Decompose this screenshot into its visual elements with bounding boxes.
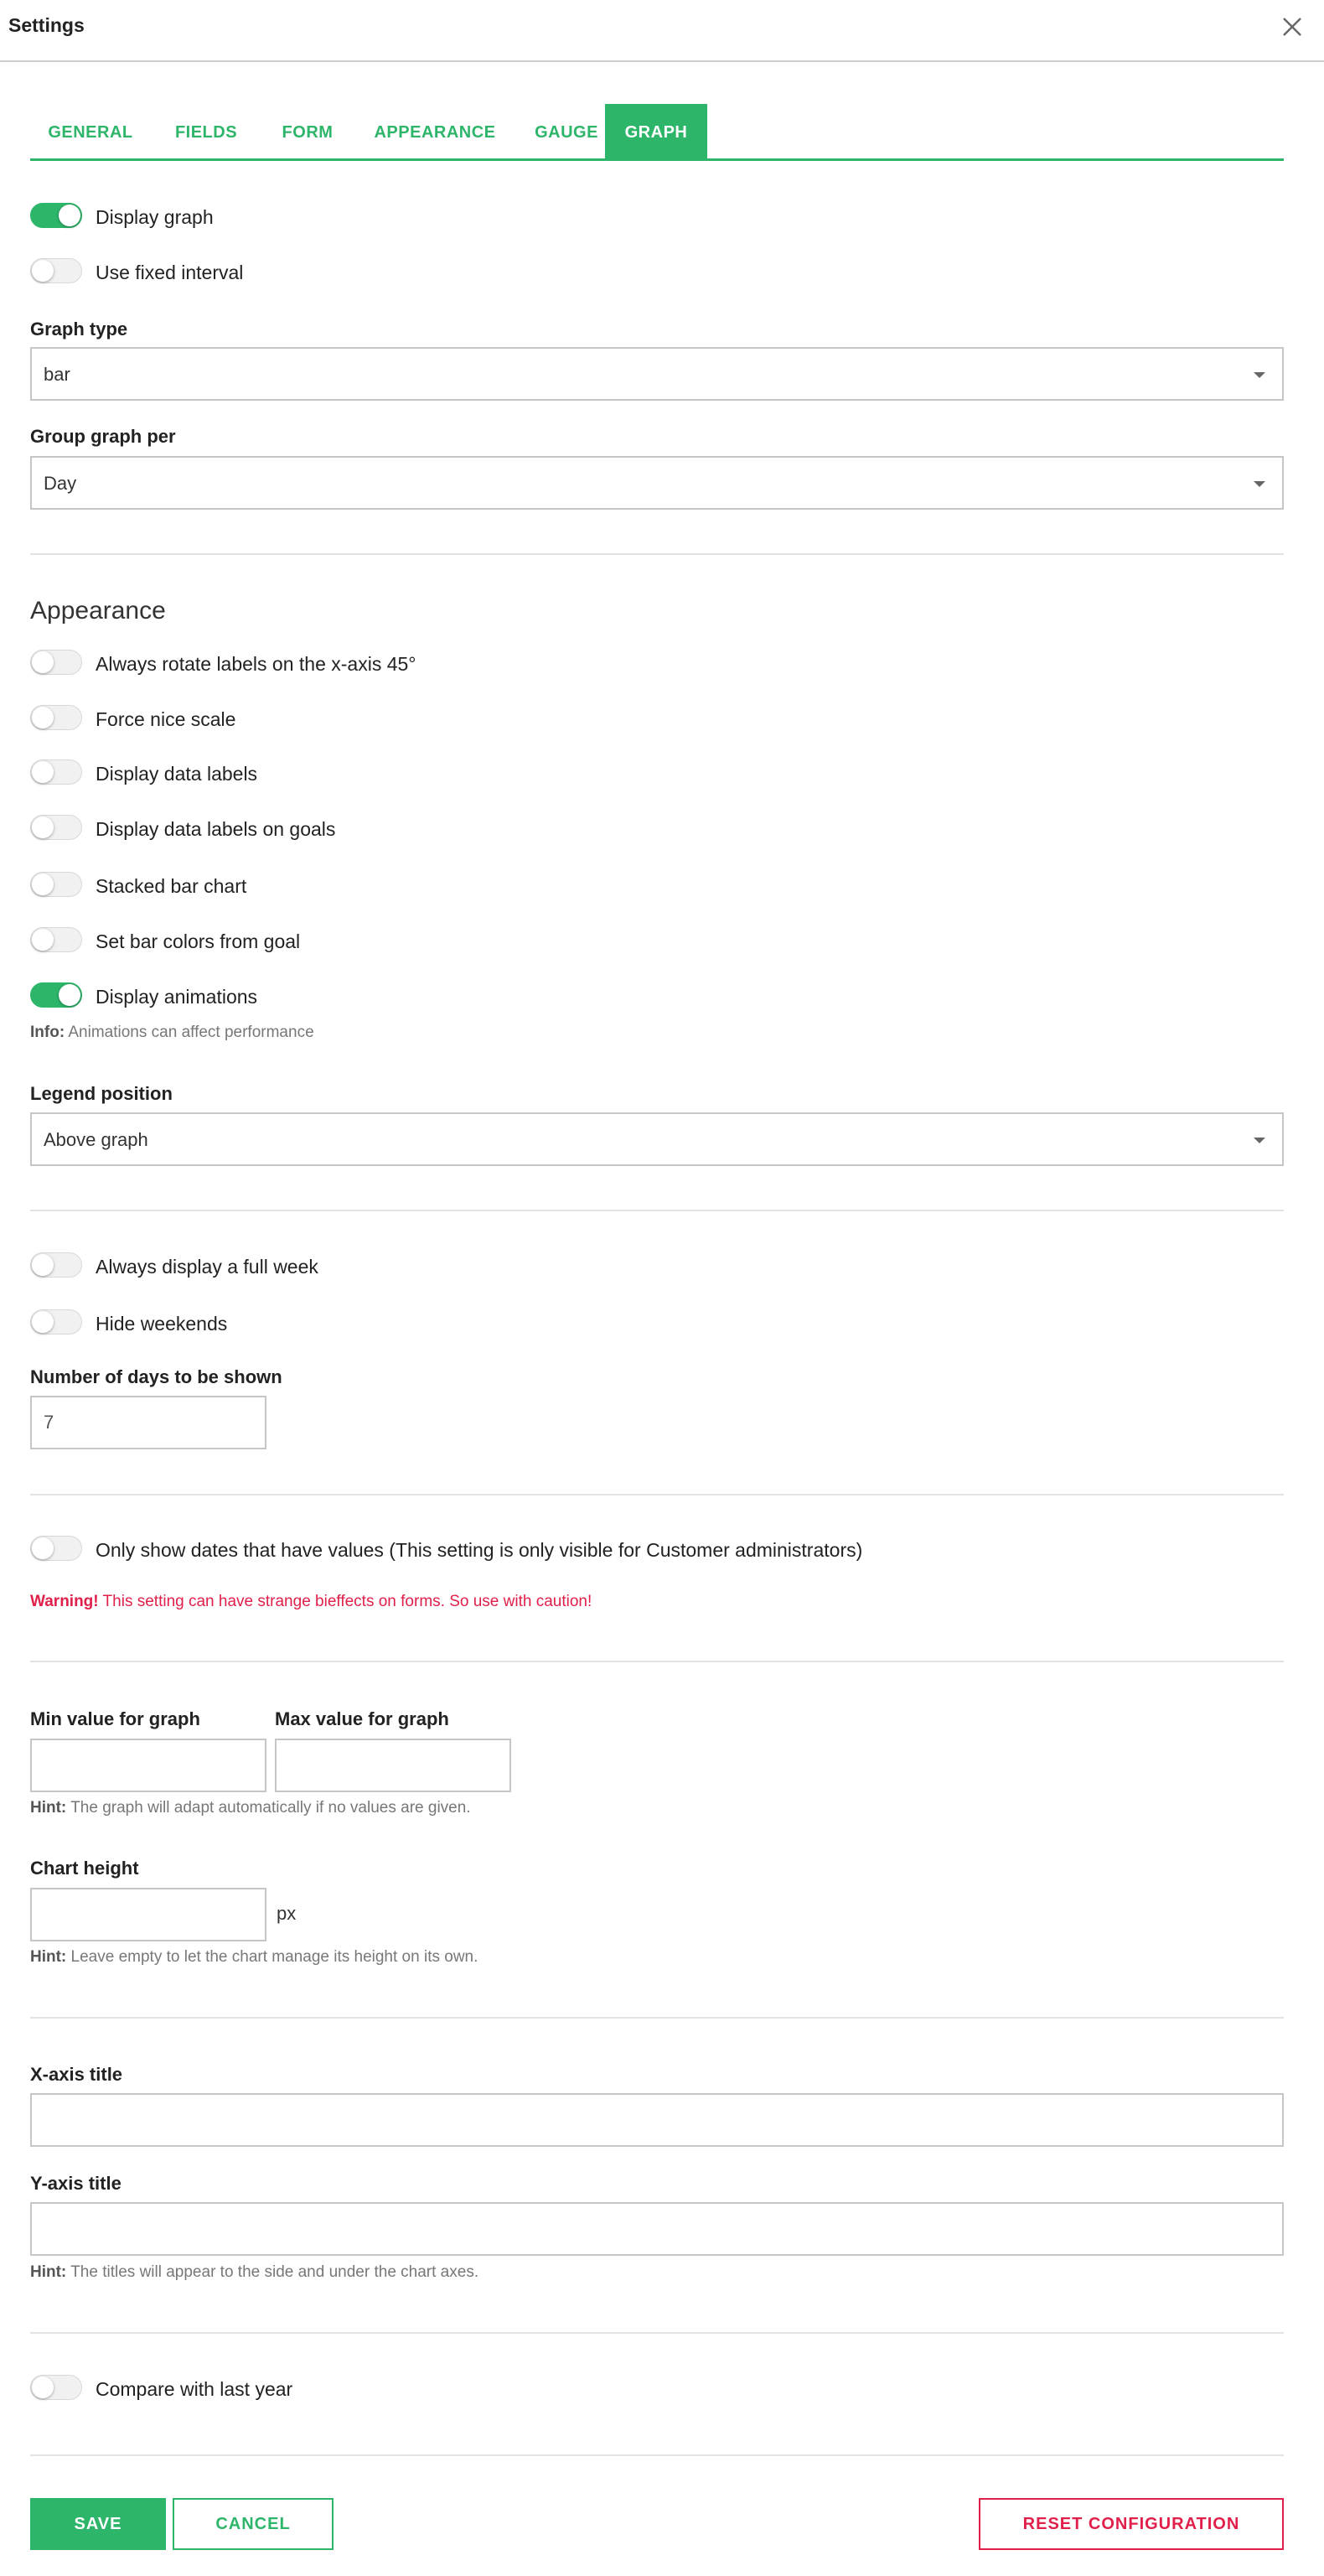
x-axis-title-input[interactable] (30, 2093, 1284, 2147)
tab-appearance[interactable]: APPEARANCE (374, 123, 496, 142)
hint-text: Leave empty to let the chart manage its height on its own. (66, 1948, 478, 1966)
group-graph-per-select[interactable] (30, 456, 1284, 510)
force-nice-scale-label: Force nice scale (96, 708, 236, 730)
bar-colors-from-goal-toggle[interactable] (30, 927, 82, 952)
y-axis-title-label: Y-axis title (30, 2173, 122, 2194)
divider (30, 1661, 1284, 1662)
warning-message (30, 1593, 592, 1611)
minmax-hint (30, 1799, 471, 1817)
tab-fields[interactable]: FIELDS (174, 123, 238, 142)
full-week-label: Always display a full week (96, 1256, 318, 1278)
hint-prefix: Hint: (30, 1948, 67, 1966)
chevron-down-icon (1254, 481, 1265, 487)
use-fixed-interval-label: Use fixed interval (96, 262, 244, 283)
reset-configuration-button[interactable]: RESET CONFIGURATION (979, 2498, 1284, 2550)
display-data-labels-toggle[interactable] (30, 759, 82, 785)
max-value-input[interactable] (275, 1739, 511, 1792)
divider (30, 2017, 1284, 2019)
toggle-knob (32, 2376, 54, 2398)
toggle-knob (32, 873, 54, 895)
rotate-labels-toggle[interactable] (30, 650, 82, 675)
x-axis-title-label: X-axis title (30, 2064, 123, 2085)
hint-prefix: Hint: (30, 1799, 67, 1817)
y-axis-title-input[interactable] (30, 2202, 1284, 2256)
info-text: Animations can affect performance (65, 1024, 314, 1041)
only-dates-with-values-label: Only show dates that have values (This setting is only visible for Customer administrators) (96, 1539, 863, 1561)
min-value-label: Min value for graph (30, 1708, 200, 1729)
stacked-bar-toggle[interactable] (30, 872, 82, 897)
toggle-knob (32, 929, 54, 951)
legend-position-select[interactable] (30, 1112, 1284, 1166)
display-graph-toggle[interactable] (30, 203, 82, 228)
chart-height-unit: px (277, 1903, 297, 1924)
hide-weekends-toggle[interactable] (30, 1309, 82, 1335)
display-graph-label: Display graph (96, 206, 214, 228)
tab-general[interactable]: GENERAL (48, 123, 133, 142)
stacked-bar-label: Stacked bar chart (96, 875, 247, 897)
days-shown-input[interactable] (30, 1396, 266, 1449)
display-data-labels-goals-label: Display data labels on goals (96, 818, 336, 840)
use-fixed-interval-toggle[interactable] (30, 258, 82, 283)
chevron-down-icon (1254, 1138, 1265, 1143)
hide-weekends-label: Hide weekends (96, 1313, 228, 1335)
toggle-knob (32, 707, 54, 728)
compare-last-year-label: Compare with last year (96, 2378, 293, 2400)
dialog-title: Settings (8, 14, 85, 36)
height-hint (30, 1948, 478, 1967)
toggle-knob (32, 816, 54, 838)
toggle-knob (32, 651, 54, 673)
bar-colors-from-goal-label: Set bar colors from goal (96, 930, 301, 952)
group-graph-per-value: Day (44, 473, 77, 494)
compare-last-year-toggle[interactable] (30, 2375, 82, 2400)
divider (30, 553, 1284, 555)
force-nice-scale-toggle[interactable] (30, 705, 82, 730)
full-week-toggle[interactable] (30, 1252, 82, 1278)
hint-text: The titles will appear to the side and under the chart axes. (66, 2263, 479, 2281)
hint-text: The graph will adapt automatically if no values are given. (66, 1799, 471, 1817)
display-data-labels-label: Display data labels (96, 763, 258, 785)
cancel-button[interactable]: CANCEL (173, 2498, 334, 2550)
divider (30, 1494, 1284, 1495)
divider (30, 1210, 1284, 1211)
toggle-knob (59, 205, 80, 226)
chart-height-input[interactable] (30, 1888, 266, 1941)
group-graph-per-label: Group graph per (30, 426, 176, 447)
divider (30, 2332, 1284, 2334)
legend-position-label: Legend position (30, 1083, 173, 1104)
min-value-input[interactable] (30, 1739, 266, 1792)
toggle-knob (32, 260, 54, 282)
days-shown-label: Number of days to be shown (30, 1366, 282, 1387)
dialog-header (0, 0, 1324, 62)
titles-hint (30, 2263, 478, 2282)
tab-gauge[interactable]: GAUGE (535, 123, 598, 142)
animations-info (30, 1024, 314, 1042)
warning-prefix: Warning! (30, 1593, 99, 1610)
tab-graph[interactable]: GRAPH (605, 104, 707, 161)
graph-type-label: Graph type (30, 319, 128, 339)
display-animations-label: Display animations (96, 986, 258, 1008)
chart-height-label: Chart height (30, 1858, 139, 1879)
rotate-labels-label: Always rotate labels on the x-axis 45° (96, 653, 416, 675)
graph-type-select[interactable] (30, 347, 1284, 401)
chevron-down-icon (1254, 372, 1265, 378)
close-icon[interactable] (1277, 12, 1307, 42)
only-dates-with-values-toggle[interactable] (30, 1536, 82, 1561)
display-animations-toggle[interactable] (30, 982, 82, 1008)
info-prefix: Info: (30, 1024, 65, 1041)
toggle-knob (32, 1254, 54, 1276)
legend-position-value: Above graph (44, 1129, 148, 1150)
toggle-knob (32, 1311, 54, 1333)
graph-type-value: bar (44, 364, 70, 385)
settings-tabs (30, 104, 1284, 161)
divider (30, 2454, 1284, 2456)
days-shown-value: 7 (44, 1412, 54, 1433)
save-button[interactable]: SAVE (30, 2498, 166, 2550)
toggle-knob (32, 1537, 54, 1559)
appearance-heading: Appearance (30, 597, 166, 625)
toggle-knob (32, 761, 54, 783)
max-value-label: Max value for graph (275, 1708, 449, 1729)
toggle-knob (59, 984, 80, 1006)
hint-prefix: Hint: (30, 2263, 67, 2281)
warning-text: This setting can have strange bieffects on forms. So use with caution! (98, 1593, 592, 1610)
display-data-labels-goals-toggle[interactable] (30, 815, 82, 840)
tab-form[interactable]: FORM (282, 123, 334, 142)
